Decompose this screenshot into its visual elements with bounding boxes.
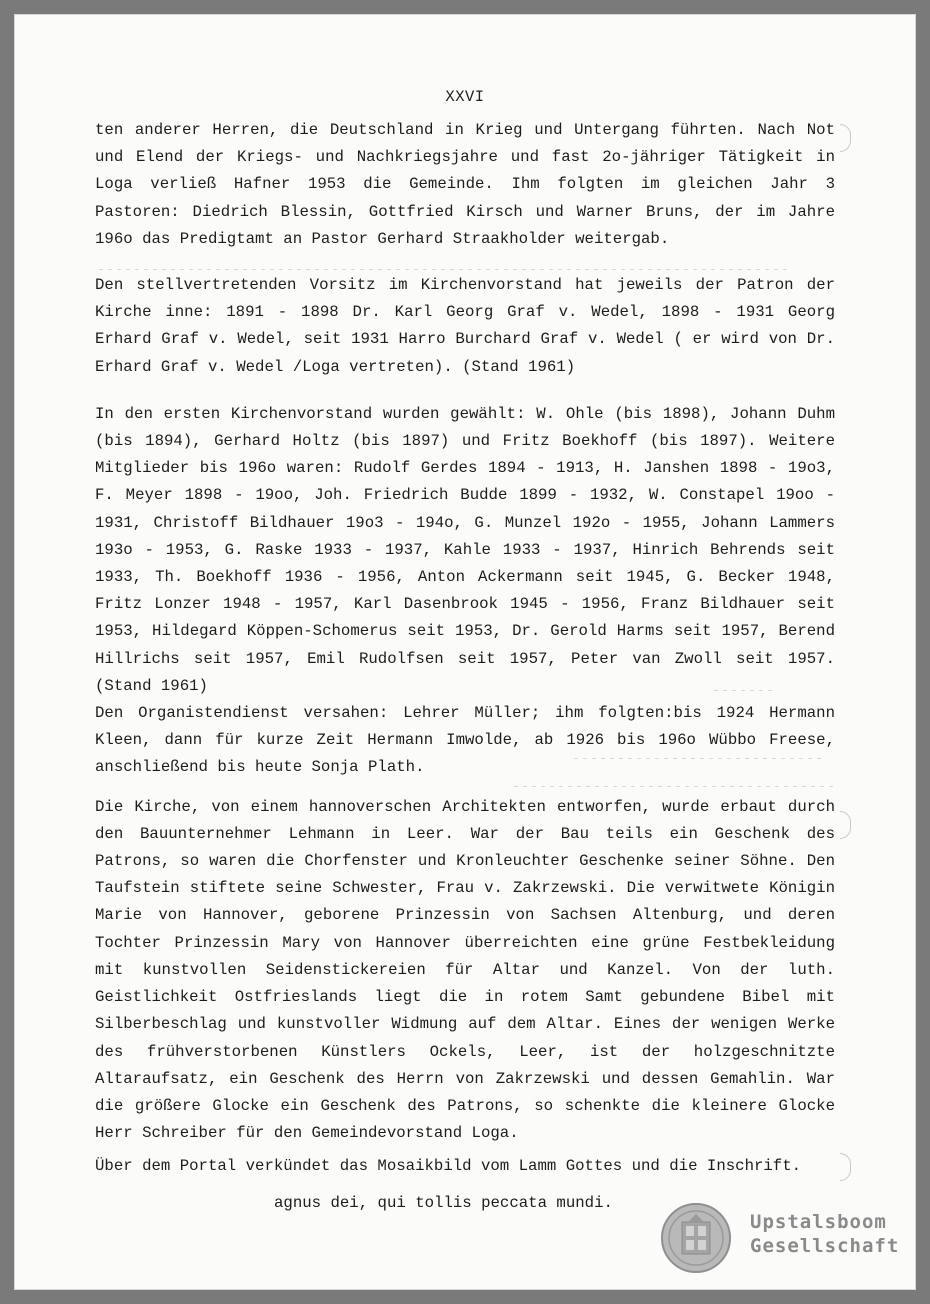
document-page: [14, 14, 916, 1290]
bleed-through-line: [574, 758, 824, 759]
bleed-through-line: [99, 269, 789, 270]
bleed-through-line: [514, 786, 834, 787]
latin-inscription: agnus dei, qui tollis peccata mundi.: [274, 1194, 613, 1212]
paragraph-gap: [95, 782, 835, 794]
paragraph-church-building: Die Kirche, von einem hannoverschen Architekten entworfen, wurde erbaut durch den Bauunternehmer Lehmann in Leer. War der Bau teils ein Geschenk des Patrons, so waren die Chorfenster und Kronleuchter Geschenke seiner Söhne. Den Taufstein stiftete seine Schwester, Frau v. Zakrzewski. Die verwitwete Königin Marie von Hannover, geborene Prinzessin von Sachsen Altenburg, und deren Tochter Prinzessin Mary von Hannover überreichten eine grüne Festbekleidung mit kunstvollen Seidenstickereien für Altar und Kanzel. Von der luth. Geistlichkeit Ostfrieslands liegt die in rotem Samt gebundene Bibel mit Silberbeschlag und kunstvoller Widmung auf dem Altar. Eines der wenigen Werke des frühverstorbenen Künstlers Ockels, Leer, ist der holzgeschnitzte Altaraufsatz, ein Geschenk des Herrn von Zakrzewski und dessen Gemahlin. War die größere Glocke ein Geschenk des Patrons, so schenkte die kleinere Glocke Herr Schreiber für den Gemeindevorstand Loga.: [95, 797, 835, 1143]
punch-hole-mark: [840, 1153, 851, 1181]
watermark-line-1: Upstalsboom: [750, 1211, 887, 1233]
paragraph-gap: [95, 381, 835, 401]
punch-hole-mark: [840, 124, 851, 152]
paragraph-organists: Den Organistendienst versahen: Lehrer Müller; ihm folgten:bis 1924 Hermann Kleen, dann für kurze Zeit Hermann Imwolde, ab 1926 bis 196o Wübbo Freese, anschließend bis heute Sonja Plath.: [95, 704, 835, 777]
watermark: [660, 1202, 906, 1282]
watermark-line-2: Gesellschaft: [750, 1235, 900, 1257]
page-number: XXVI: [445, 88, 485, 106]
bleed-through-line: [714, 690, 774, 691]
paragraph-pastors: ten anderer Herren, die Deutschland in Krieg und Untergang führten. Nach Not und Elend der Kriegs- und Nachkriegsjahre und fast 2o-jähriger Tätigkeit in Loga verließ Hafner 1953 die Gemeinde. Ihm folgten im gleichen Jahr 3 Pastoren: Diedrich Blessin, Gottfried Kirsch und Warner Bruns, der im Jahre 196o das Predigtamt an Pastor Gerhard Straakholder weitergab.: [95, 121, 835, 248]
paragraph-portal: Über dem Portal verkündet das Mosaikbild vom Lamm Gottes und die Inschrift.: [95, 1157, 802, 1176]
upstalsboom-seal-icon: [660, 1202, 732, 1274]
watermark-text: [750, 1210, 899, 1258]
body-text: [95, 117, 835, 1181]
paragraph-patron-chair: Den stellvertretenden Vorsitz im Kirchenvorstand hat jeweils der Patron der Kirche inne: 1891 - 1898 Dr. Karl Georg Graf v. Wedel, 1898 - 1931 Georg Erhard Graf v. Wedel, seit 1931 Harro Burchard Graf v. Wedel ( er wird von Dr. Erhard Graf v. Wedel /Loga vertreten). (Stand 1961): [95, 276, 835, 376]
paragraph-church-council: In den ersten Kirchenvorstand wurden gewählt: W. Ohle (bis 1898), Johann Duhm (bis 1894), Gerhard Holtz (bis 1897) und Fritz Boekhoff (bis 1897). Weitere Mitglieder bis 196o waren: Rudolf Gerdes 1894 - 1913, H. Janshen 1898 - 19o3, F. Meyer 1898 - 19oo, Joh. Friedrich Budde 1899 - 1932, W. Constapel 19oo - 1931, Christoff Bildhauer 19o3 - 194o, G. Munzel 192o - 1955, Johann Lammers 193o - 1953, G. Raske 1933 - 1937, Kahle 1933 - 1937, Hinrich Behrends seit 1933, Th. Boekhoff 1936 - 1956, Anton Ackermann seit 1945, G. Becker 1948, Fritz Lonzer 1948 - 1957, Karl Dasenbrook 1945 - 1956, Franz Bildhauer seit 1953, Hildegard Köppen-Schomerus seit 1953, Dr. Gerold Harms seit 1957, Berend Hillrichs seit 1957, Emil Rudolfsen seit 1957, Peter van Zwoll seit 1957. (Stand 1961): [95, 404, 835, 695]
punch-hole-mark: [840, 811, 851, 839]
